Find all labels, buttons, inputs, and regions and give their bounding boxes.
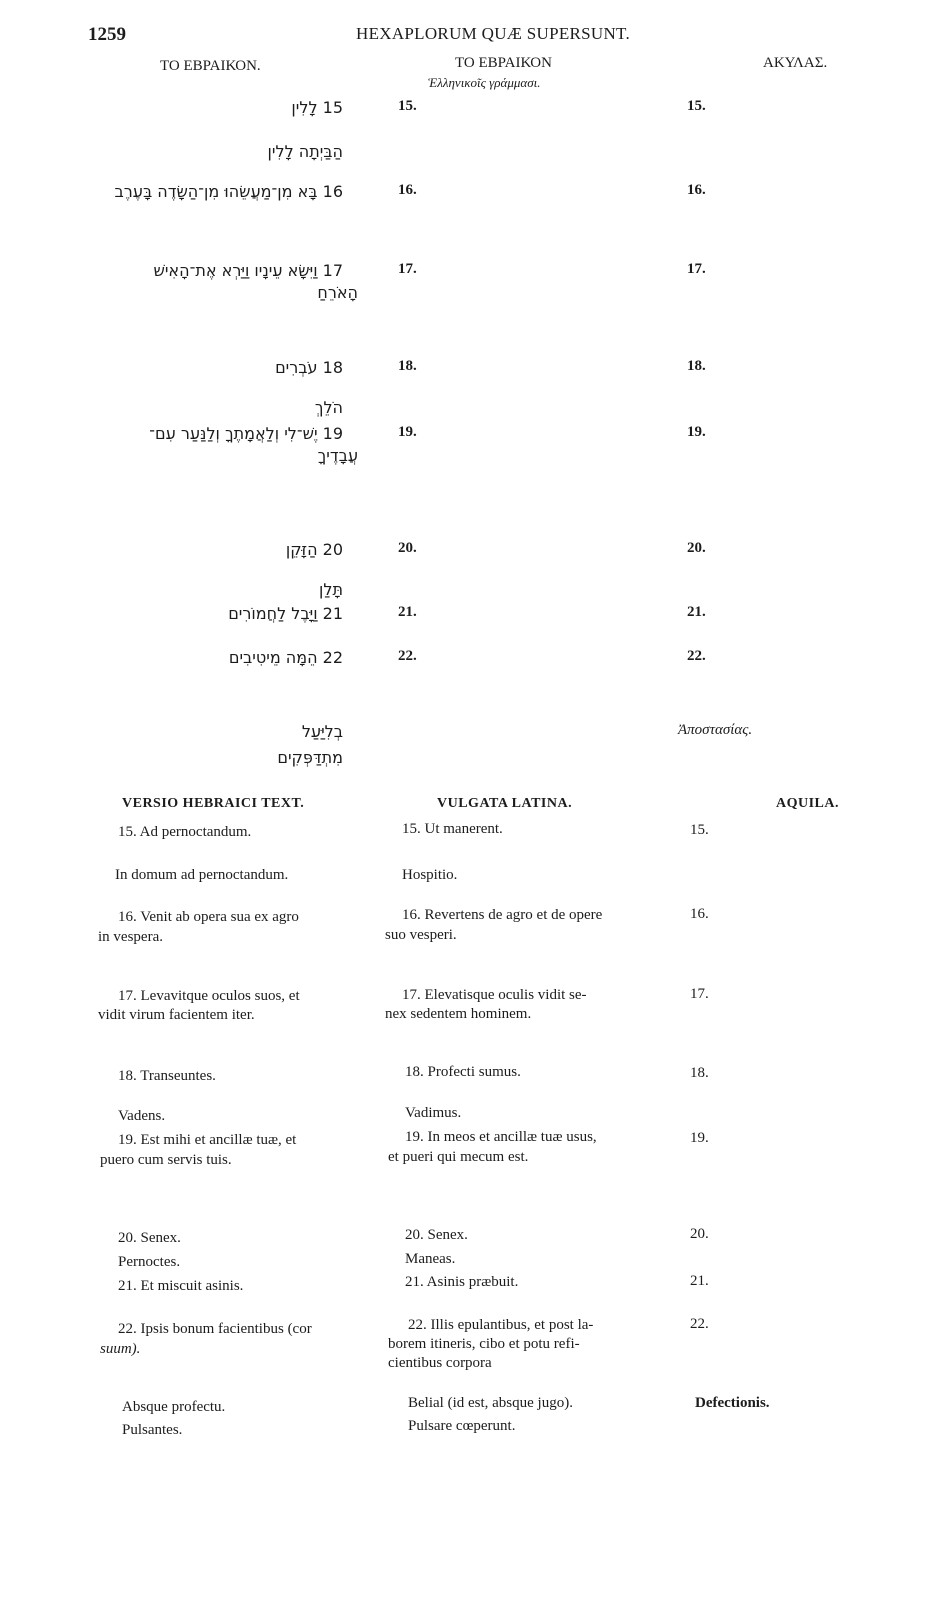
versio-ending-2: Pulsantes. <box>122 1422 183 1438</box>
hebrew-column-heading: ΤΟ ΕΒΡΑΙΚΟΝ. <box>160 58 261 74</box>
aquila-verse-number: 17. <box>687 261 706 277</box>
versio-verse-18: 18. Transeuntes. <box>118 1068 216 1084</box>
vulgata-verse-20-line2: Maneas. <box>405 1251 456 1267</box>
versio-verse-20-line2: Pernoctes. <box>118 1254 181 1270</box>
greek-letters-verse-number: 22. <box>398 648 417 664</box>
aquila-latin-verse-number: 22. <box>690 1316 709 1332</box>
hebrew-ending-2: מִתְדַּפְּקִים <box>277 748 343 767</box>
greek-letters-column-heading: ΤΟ ΕΒΡΑΙΚΟΝ <box>455 55 552 71</box>
versio-verse-19: 19. Est mihi et ancillæ tuæ, et <box>118 1132 297 1148</box>
hebrew-verse-21: 21 וַיָּבֶל לַחֲמוֹרִים <box>228 604 343 623</box>
greek-letters-verse-number: 18. <box>398 358 417 374</box>
aquila-greek-reading: Ἀποστασίας. <box>678 722 753 738</box>
greek-letters-verse-number: 15. <box>398 98 417 114</box>
aquila-latin-verse-number: 19. <box>690 1130 709 1146</box>
versio-verse-16-line2: in vespera. <box>98 929 163 945</box>
aquila-latin-verse-number: 17. <box>690 986 709 1002</box>
hebrew-verse-17: 17 וַיִּשָּׂא עֵינָיו וַיַּרְא אֶת־הָאִישׁ <box>153 261 343 280</box>
greek-letters-verse-number: 21. <box>398 604 417 620</box>
vulgata-verse-15: 15. Ut manerent. <box>402 821 503 837</box>
vulgata-verse-22: 22. Illis epulantibus, et post la- <box>408 1317 594 1333</box>
versio-verse-22: 22. Ipsis bonum facientibus (cor <box>118 1321 312 1337</box>
aquila-latin-reading: Defectionis. <box>695 1395 770 1411</box>
hebrew-verse-19-above: הֹלֵךְ <box>314 398 343 417</box>
greek-letters-verse-number: 19. <box>398 424 417 440</box>
aquila-latin-verse-number: 15. <box>690 822 709 838</box>
versio-verse-22-line2: suum). <box>100 1341 141 1357</box>
versio-verse-19-line2: puero cum servis tuis. <box>100 1152 232 1168</box>
vulgata-verse-17: 17. Elevatisque oculis vidit se- <box>402 987 587 1003</box>
vulgata-verse-22-line2: borem itineris, cibo et potu refi- <box>388 1336 580 1352</box>
vulgata-verse-22-line3: cientibus corpora <box>388 1355 492 1371</box>
hebrew-ending-1: בְלִיַּעַל <box>301 722 343 741</box>
hebrew-verse-15: 15 לָלִין <box>291 98 343 117</box>
vulgata-verse-16: 16. Revertens de agro et de opere <box>402 907 603 923</box>
vulgata-verse-15-line2: Hospitio. <box>402 867 458 883</box>
versio-verse-16: 16. Venit ab opera sua ex agro <box>118 909 299 925</box>
hebrew-verse-19-line2: עֲבָדֶיךָ <box>317 446 358 465</box>
hebrew-verse-21-above: תָּלַן <box>319 580 343 599</box>
vulgata-verse-19-above: Vadimus. <box>405 1105 462 1121</box>
vulgata-verse-20: 20. Senex. <box>405 1227 468 1243</box>
versio-verse-15: 15. Ad pernoctandum. <box>118 824 252 840</box>
aquila-greek-column-heading: ΑΚΥΛΑΣ. <box>763 55 828 71</box>
vulgata-ending-1: Belial (id est, absque jugo). <box>408 1395 573 1411</box>
hebrew-verse-20: 20 הַזָּקֵן <box>285 540 343 559</box>
vulgata-verse-21: 21. Asinis præbuit. <box>405 1274 519 1290</box>
aquila-latin-verse-number: 21. <box>690 1273 709 1289</box>
aquila-latin-verse-number: 16. <box>690 906 709 922</box>
aquila-verse-number: 16. <box>687 182 706 198</box>
vulgata-verse-19: 19. In meos et ancillæ tuæ usus, <box>405 1129 597 1145</box>
versio-ending-1: Absque profectu. <box>122 1399 226 1415</box>
aquila-verse-number: 22. <box>687 648 706 664</box>
greek-letters-verse-number: 16. <box>398 182 417 198</box>
aquila-verse-number: 15. <box>687 98 706 114</box>
vulgata-verse-19-line2: et pueri qui mecum est. <box>388 1149 529 1165</box>
vulgata-verse-17-line2: nex sedentem hominem. <box>385 1006 532 1022</box>
versio-verse-17-line2: vidit virum facientem iter. <box>98 1007 255 1023</box>
hebrew-verse-15-line2: הַבַּיְתָה לָלִין <box>267 142 343 161</box>
hebrew-verse-18: 18 עֹבְרִים <box>275 358 343 377</box>
page-number: 1259 <box>88 24 126 45</box>
hebrew-verse-22: 22 הֵמָּה מֵיטִיבִים <box>228 648 343 667</box>
vulgata-verse-18: 18. Profecti sumus. <box>405 1064 521 1080</box>
greek-letters-verse-number: 17. <box>398 261 417 277</box>
aquila-verse-number: 18. <box>687 358 706 374</box>
aquila-latin-verse-number: 20. <box>690 1226 709 1242</box>
aquila-verse-number: 21. <box>687 604 706 620</box>
versio-column-heading: VERSIO HEBRAICI TEXT. <box>122 796 305 811</box>
aquila-verse-number: 20. <box>687 540 706 556</box>
versio-verse-15-line2: In domum ad pernoctandum. <box>115 867 289 883</box>
aquila-latin-verse-number: 18. <box>690 1065 709 1081</box>
hebrew-verse-16: 16 בָּא מִן־מַעֲשֵׂהוּ מִן־הַשָּׂדֶה בָּעֶרֶב <box>114 182 343 201</box>
running-title: HEXAPLORUM QUÆ SUPERSUNT. <box>356 24 631 43</box>
hebrew-verse-17-line2: הָאֹרֵחַ <box>317 283 358 302</box>
versio-verse-17: 17. Levavitque oculos suos, et <box>118 988 300 1004</box>
hebrew-verse-19: 19 יֶשׁ־לִי וְלַאֲמָתֶךָ וְלַנַּעַר עִם־ <box>149 424 343 443</box>
vulgata-column-heading: VULGATA LATINA. <box>437 796 573 811</box>
vulgata-verse-16-line2: suo vesperi. <box>385 927 457 943</box>
aquila-verse-number: 19. <box>687 424 706 440</box>
vulgata-ending-2: Pulsare cœperunt. <box>408 1418 516 1434</box>
versio-verse-20: 20. Senex. <box>118 1230 181 1246</box>
versio-verse-21: 21. Et miscuit asinis. <box>118 1278 244 1294</box>
greek-letters-verse-number: 20. <box>398 540 417 556</box>
greek-letters-subheading: Ἑλληνικοῖς γράμμασι. <box>428 75 541 90</box>
versio-verse-19-above: Vadens. <box>118 1108 166 1124</box>
aquila-latin-column-heading: AQUILA. <box>776 796 840 811</box>
